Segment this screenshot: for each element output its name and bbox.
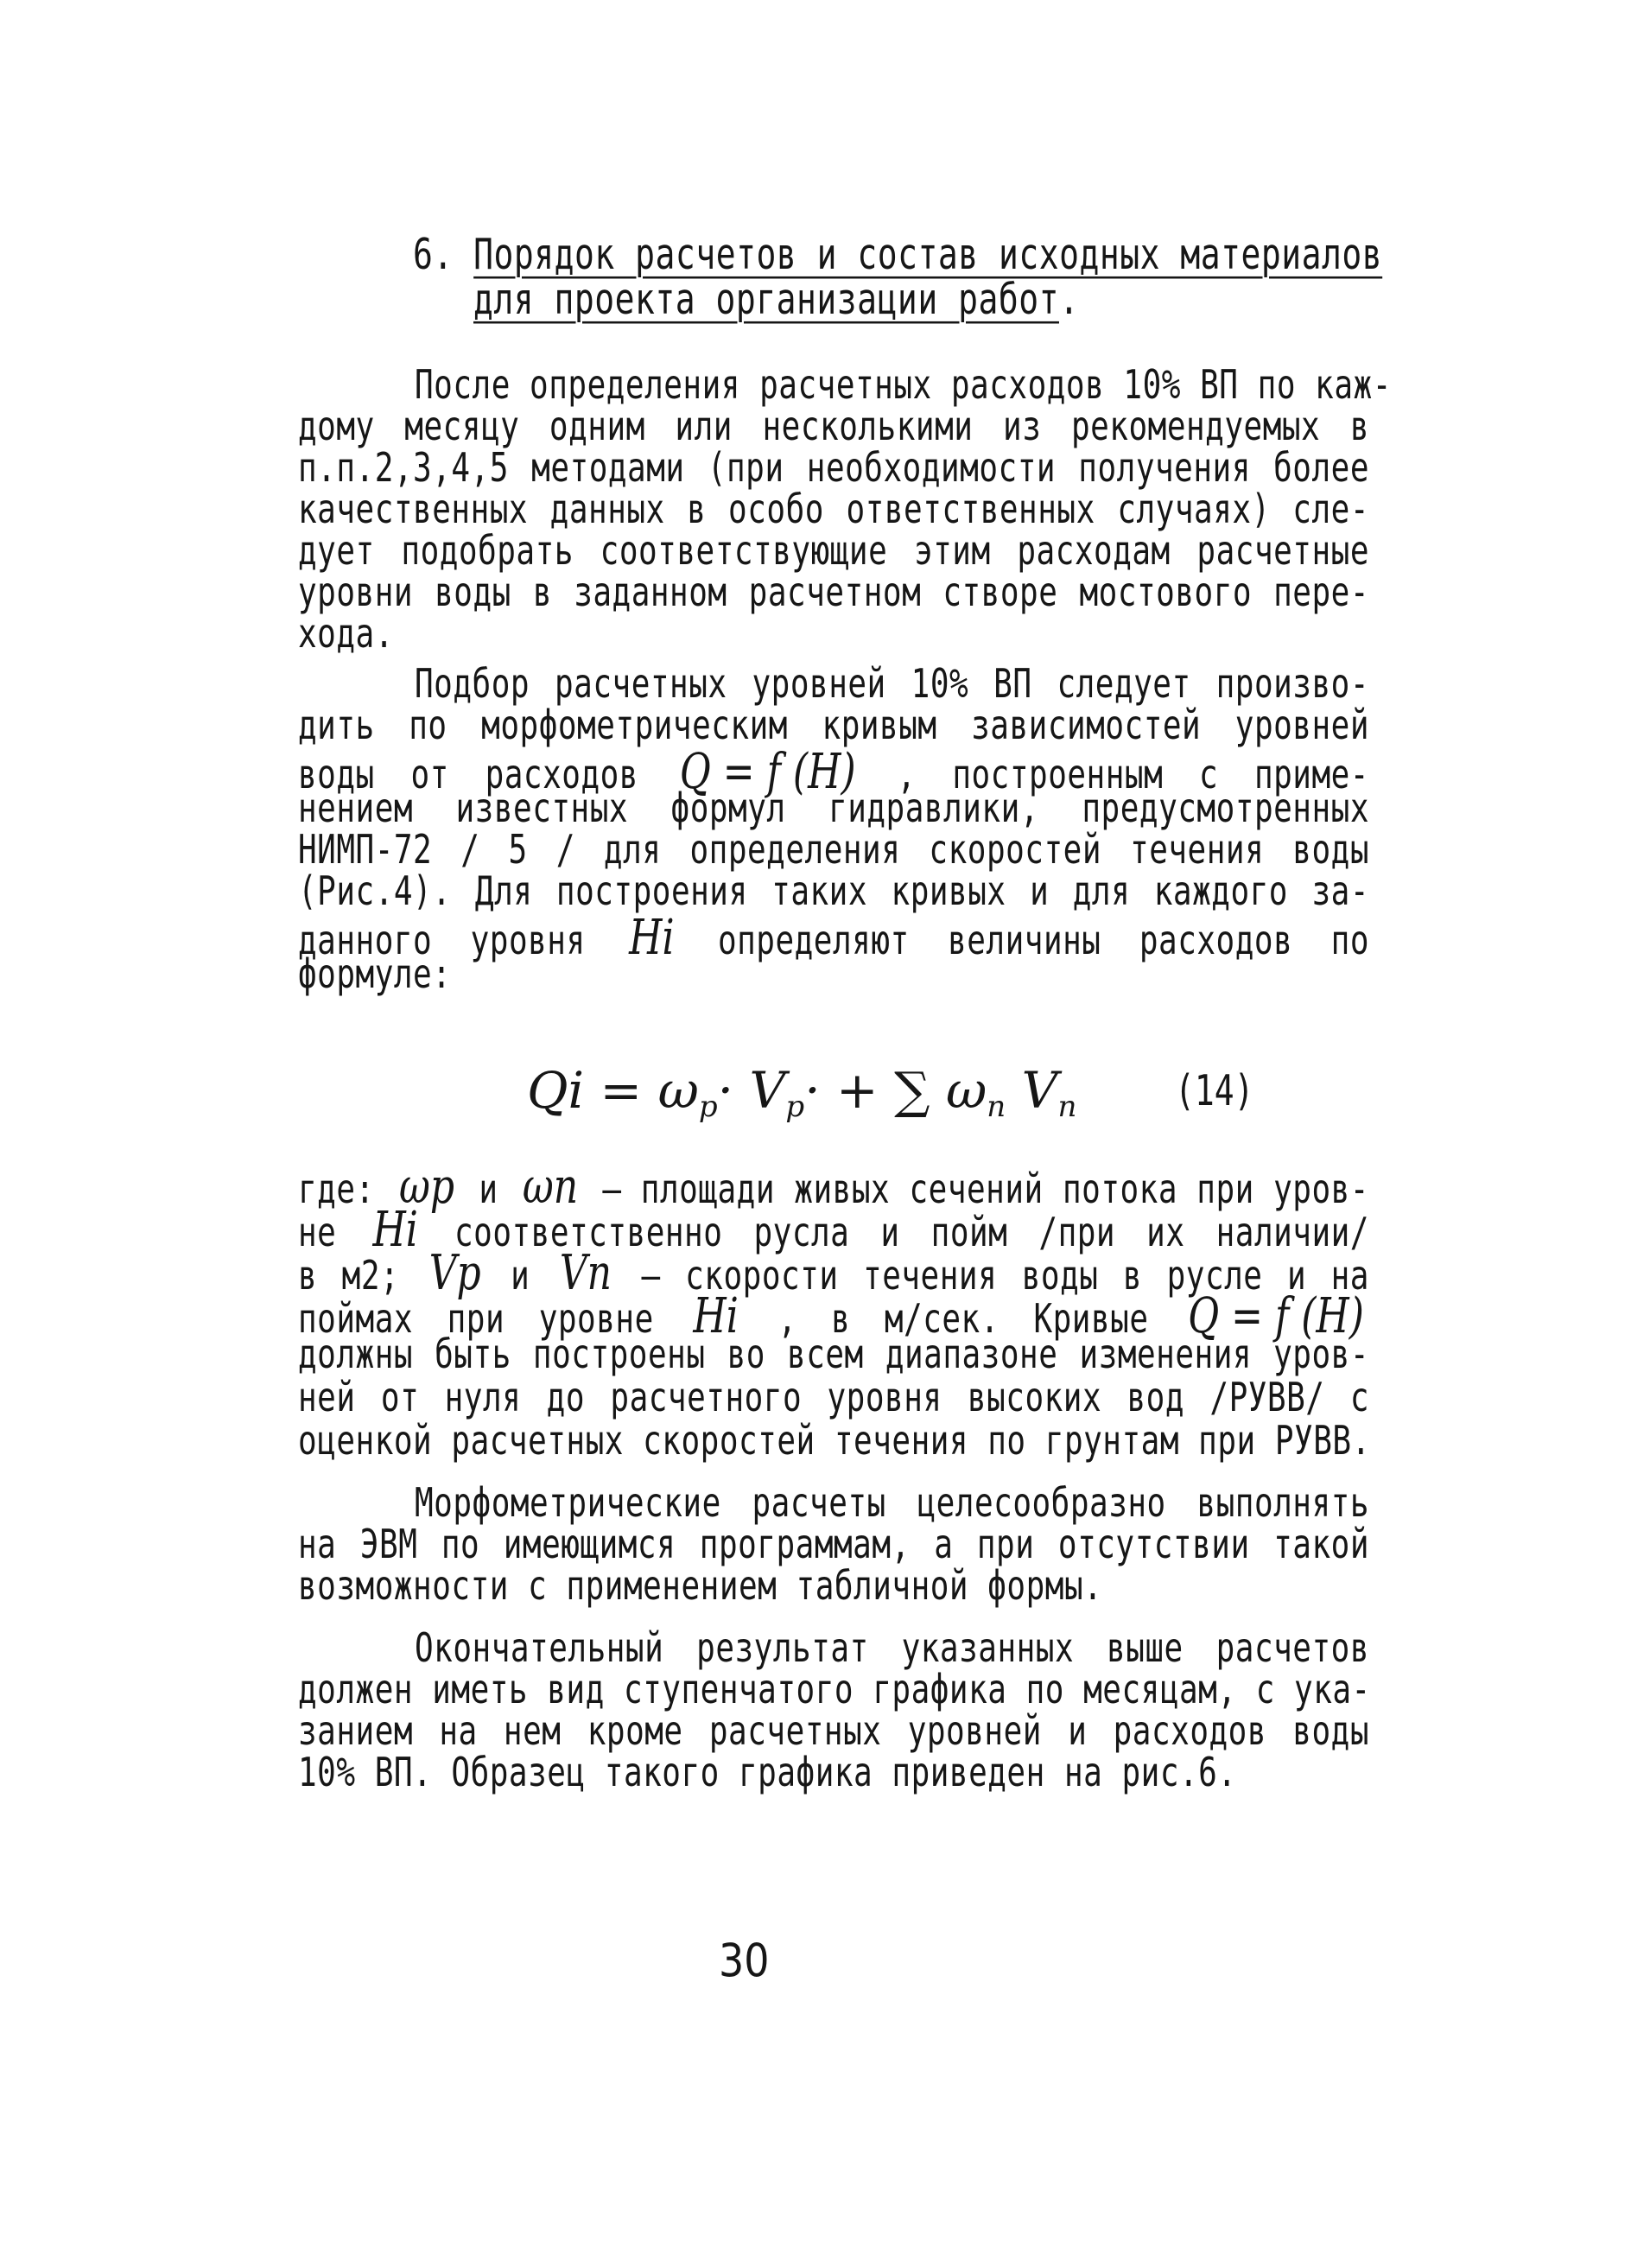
page-number: 30 [719,1934,770,1988]
formula-equals: = [584,1061,658,1120]
para1-line-2: дому месяцу одним или несколькими из рекомендуемых в [298,404,1369,450]
para1-line-7: хода. [298,612,394,658]
v-p-symbol: Vp [428,1244,481,1302]
para2-line-7-text-b: определяют величины расходов по [717,918,1369,964]
para3-line-4-text-a: поймах при уровне [298,1297,654,1343]
para3-line-4-text-b: , в м/сек. Кривые [777,1297,1149,1343]
para2-line-8: формуле: [298,952,452,998]
section-heading-line-1 [413,230,1383,279]
para3-and-1: и [479,1167,498,1213]
omega-n-symbol: ωn [522,1158,579,1216]
para5-line-3: занием на нем кроме расчетных уровней и расходов воды [298,1709,1369,1755]
formula-dot-1: · [717,1061,734,1120]
para2-line-7-text-a: данного уровня [298,918,586,964]
para5-line-1: Окончательный результат указанных выше расчетов [415,1626,1369,1672]
para2-line-6: (Рис.4). Для построения таких кривых и для каждого за- [298,869,1369,915]
formula-v-n: V [1021,1061,1058,1120]
formula-number: (14) [1175,1066,1254,1115]
formula-sub-p-2: p [785,1090,805,1124]
para3-where: где: [298,1167,375,1213]
section-title-period: . [1058,275,1080,324]
para4-line-3: возможности с применением табличной формы. [298,1564,1103,1610]
para4-line-2: на ЭВМ по имеющимся программам, а при отсутствии такой [298,1522,1369,1568]
section-number: 6. [413,230,454,279]
q-of-h-expression: Q = f (H) [679,743,856,801]
para1-line-1: После определения расчетных расходов 10% ВП по каж- [415,363,1392,409]
para5-line-2: должен иметь вид ступенчатого графика по месяцам, с ука- [298,1668,1371,1713]
omega-p-symbol: ωp [399,1158,455,1216]
para1-line-3: п.п.2,3,4,5 методами (при необходимости получения более [298,446,1369,492]
formula-v-r: V [749,1061,786,1120]
para5-line-4: 10% ВП. Образец такого графика приведен на рис.6. [298,1750,1237,1796]
formula-sub-n-1: n [987,1090,1006,1124]
para4-line-1: Морфометрические расчеты целесообразно выполнять [415,1481,1369,1527]
q-of-h-expression-2: Q = f (H) [1188,1287,1364,1345]
formula-plus-sum: + ∑ [820,1061,946,1120]
para2-line-4: нением известных формул гидравлики, предусмотренных [298,786,1369,832]
formula-omega-r: ω [657,1061,699,1120]
para3-line-2-text-b: соответственно русла и пойм /при их наличии/ [454,1210,1369,1256]
section-title-part-1: Порядок расчетов и состав исходных материалов [473,230,1383,279]
para3-line-2-text-a: не [298,1210,337,1256]
para2-line-3-text-b: , построенным с приме- [897,753,1369,798]
formula-14 [527,1061,1076,1124]
hi-symbol-3: Hi [693,1287,739,1345]
para3-and-2: и [511,1254,530,1299]
para1-line-6: уровни воды в заданном расчетном створе мостового пере- [298,570,1369,616]
section-heading-line-2 [473,275,1080,324]
para3-line-5: должны быть построены во всем диапазоне изменения уров- [298,1332,1369,1378]
para3-line-1-text: – площади живых сечений потока при уров- [602,1167,1369,1213]
para3-line-3-text-b: – скорости течения воды в русле и на [641,1254,1369,1299]
para2-line-1: Подбор расчетных уровней 10% ВП следует произво- [415,662,1369,708]
formula-omega-n: ω [945,1061,987,1120]
para2-line-2: дить по морфометрическим кривым зависимостей уровней [298,703,1369,749]
hi-symbol: Hi [629,909,675,967]
para3-line-1 [298,1158,1369,1216]
v-n-symbol: Vn [559,1244,612,1302]
formula-lhs: Qi [527,1061,585,1120]
formula-sub-n-2: n [1057,1090,1077,1124]
section-title-part-2: для проекта организации работ [473,275,1059,324]
para2-line-5: НИМП-72 / 5 / для определения скоростей течения воды [298,828,1369,874]
para1-line-5: дует подобрать соответствующие этим расходам расчетные [298,529,1369,575]
formula-dot-2: · [804,1061,821,1120]
hi-symbol-2: Hi [372,1201,418,1259]
formula-sub-p-1: p [698,1090,718,1124]
para3-line-6: ней от нуля до расчетного уровня высоких вод /РУВВ/ с [298,1375,1369,1421]
para3-line-7: оценкой расчетных скоростей течения по грунтам при РУВВ. [298,1419,1371,1464]
para2-line-3-text-a: воды от расходов [298,753,638,798]
para1-line-4: качественных данных в особо ответственных случаях) сле- [298,487,1369,533]
para3-line-3-text-a: в м2; [298,1254,400,1299]
